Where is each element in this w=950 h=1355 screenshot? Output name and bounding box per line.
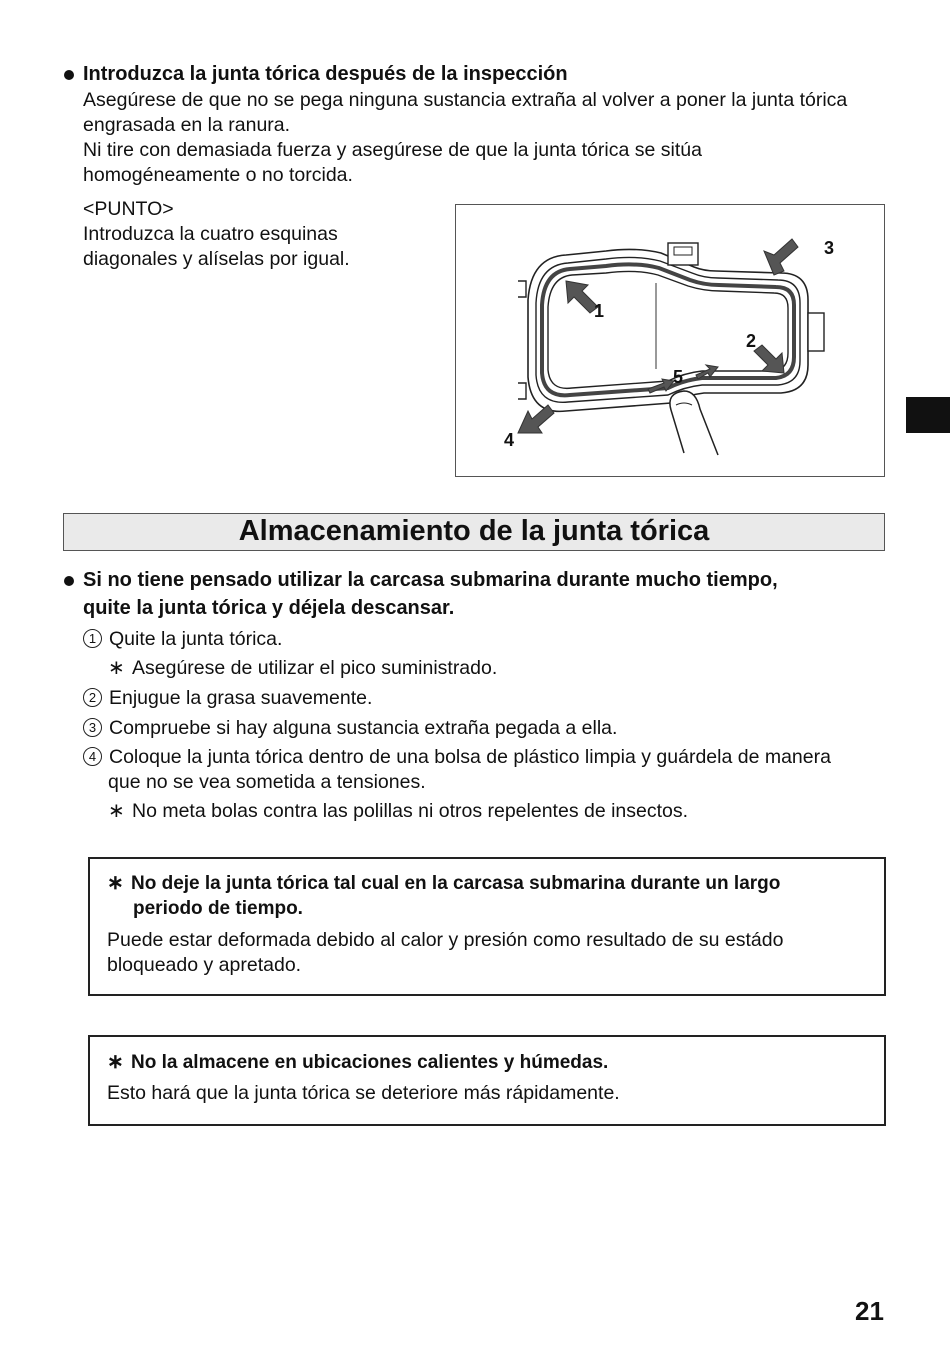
box-title: ∗ No deje la junta tórica tal cual en la carcasa submarina durante un largo <box>107 872 781 894</box>
box-title: periodo de tiempo. <box>133 898 303 919</box>
step-number: 3 <box>83 718 102 737</box>
star-icon: ∗ <box>107 872 124 894</box>
star-icon: ∗ <box>108 657 125 679</box>
step-text: Coloque la junta tórica dentro de una bolsa de plástico limpia y guárdela de manera <box>109 746 831 768</box>
caution-box <box>88 857 886 996</box>
step-2 <box>83 686 372 711</box>
star-icon: ∗ <box>108 800 125 822</box>
step-number: 1 <box>83 629 102 648</box>
page-number: 21 <box>855 1296 884 1326</box>
box-body: bloqueado y apretado. <box>107 954 302 976</box>
punto-label: <PUNTO> <box>83 198 174 220</box>
section-edge-tab <box>906 397 950 433</box>
o-ring-figure <box>455 204 885 477</box>
box-body: Puede estar deformada debido al calor y presión como resultado de su estádo <box>107 929 784 951</box>
punto-text: Introduzca la cuatro esquinas <box>83 223 338 245</box>
figure-label-4: 4 <box>504 430 515 450</box>
box-body: Esto hará que la junta tórica se deteriore más rápidamente. <box>107 1082 620 1104</box>
step-1 <box>83 627 282 652</box>
caution-box <box>88 1035 886 1126</box>
note-text: Asegúrese de utilizar el pico suministrado. <box>132 657 498 679</box>
paragraph-line: homogéneamente o no torcida. <box>83 164 353 186</box>
step-3 <box>83 716 617 741</box>
step-1-note <box>108 656 497 681</box>
step-text: Quite la junta tórica. <box>109 628 283 650</box>
step-4-continued: que no se vea sometida a tensiones. <box>108 771 426 793</box>
section-title: Almacenamiento de la junta tórica <box>238 515 710 547</box>
bullet-icon <box>64 576 74 586</box>
section-heading: Si no tiene pensado utilizar la carcasa submarina durante mucho tiempo, <box>83 569 778 591</box>
bullet-icon <box>64 70 74 80</box>
paragraph-line: Ni tire con demasiada fuerza y asegúrese de que la junta tórica se sitúa <box>83 139 702 161</box>
figure-label-1: 1 <box>594 301 605 321</box>
figure-label-3: 3 <box>824 238 835 258</box>
paragraph-line: Asegúrese de que no se pega ninguna sustancia extraña al volver a poner la junta tórica <box>83 89 848 111</box>
step-number: 2 <box>83 688 102 707</box>
figure-label-5: 5 <box>673 367 684 387</box>
section-heading: quite la junta tórica y déjela descansar. <box>83 597 455 619</box>
punto-text: diagonales y alíselas por igual. <box>83 248 350 270</box>
section-heading: Introduzca la junta tórica después de la inspección <box>83 63 568 85</box>
o-ring-diagram <box>456 205 884 476</box>
step-4 <box>83 745 831 770</box>
box-title: ∗ No la almacene en ubicaciones calientes y húmedas. <box>107 1051 609 1073</box>
paragraph-line: engrasada en la ranura. <box>83 114 291 136</box>
star-icon: ∗ <box>107 1051 124 1073</box>
note-text: No meta bolas contra las polillas ni otros repelentes de insectos. <box>132 800 689 822</box>
section-title-bar <box>63 513 885 551</box>
step-text: Compruebe si hay alguna sustancia extraña pegada a ella. <box>109 717 618 739</box>
step-number: 4 <box>83 747 102 766</box>
figure-label-2: 2 <box>746 331 757 351</box>
step-4-note <box>108 799 688 824</box>
step-text: Enjugue la grasa suavemente. <box>109 687 373 709</box>
